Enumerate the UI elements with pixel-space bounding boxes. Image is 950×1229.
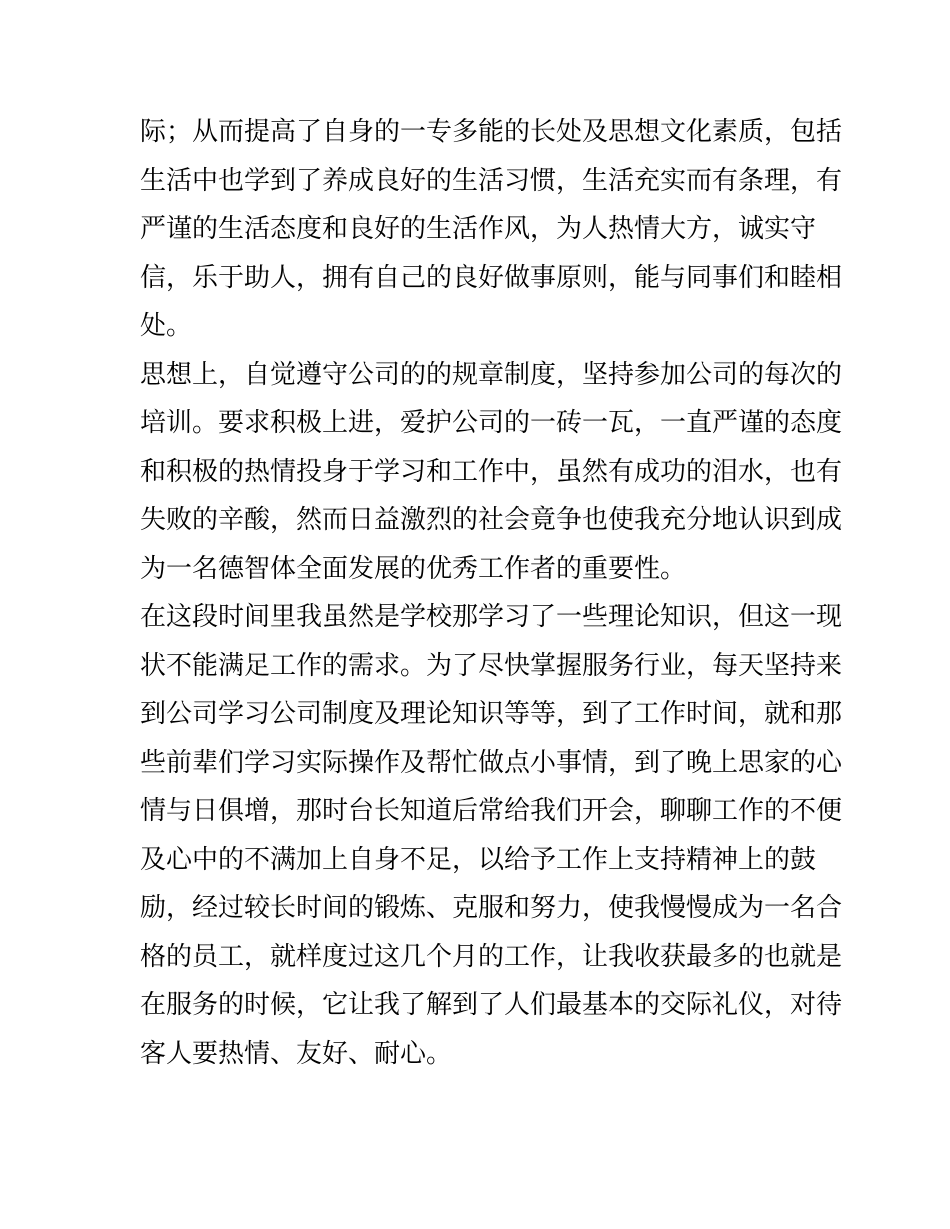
text-line: 格的员工，就样度过这几个月的工作，让我收获最多的也就是 <box>140 941 843 972</box>
document-body <box>140 108 843 1078</box>
text-line: 在这段时间里我虽然是学校那学习了一些理论知识，但这一现 <box>140 602 843 632</box>
text-line: 为一名德智体全面发展的优秀工作者的重要性。 <box>140 553 687 584</box>
text-line: 在服务的时候，它让我了解到了人们最基本的交际礼仪，对待 <box>140 990 843 1020</box>
text-line: 励，经过较长时间的锻炼、克服和努力，使我慢慢成为一名合 <box>140 893 843 923</box>
text-line: 到公司学习公司制度及理论知识等等，到了工作时间，就和那 <box>140 699 843 729</box>
text-line: 状不能满足工作的需求。为了尽快掌握服务行业，每天坚持来 <box>140 650 843 681</box>
text-line: 和积极的热情投身于学习和工作中，虽然有成功的泪水，也有 <box>140 456 843 487</box>
text-line: 些前辈们学习实际操作及帮忙做点小事情，到了晚上思家的心 <box>140 747 843 778</box>
text-line: 客人要热情、友好、耐心。 <box>140 1038 453 1069</box>
text-line: 失败的辛酸，然而日益激烈的社会竟争也使我充分地认识到成 <box>140 505 843 535</box>
text-line: 及心中的不满加上自身不足，以给予工作上支持精神上的鼓 <box>140 844 817 875</box>
text-line: 培训。要求积极上进，爱护公司的一砖一瓦，一直严谨的态度 <box>140 408 843 438</box>
text-line: 生活中也学到了养成良好的生活习惯，生活充实而有条理，有 <box>140 165 843 196</box>
text-line: 情与日俱增，那时台长知道后常给我们开会，聊聊工作的不便 <box>140 796 843 826</box>
text-line: 思想上，自觉遵守公司的的规章制度，坚持参加公司的每次的 <box>140 359 843 390</box>
text-line: 严谨的生活态度和良好的生活作风，为人热情大方，诚实守 <box>140 214 817 244</box>
text-line: 信，乐于助人，拥有自己的良好做事原则，能与同事们和睦相 <box>140 262 843 293</box>
text-line: 际；从而提高了自身的一专多能的长处及思想文化素质，包括 <box>140 117 843 147</box>
text-line: 处。 <box>140 311 193 341</box>
